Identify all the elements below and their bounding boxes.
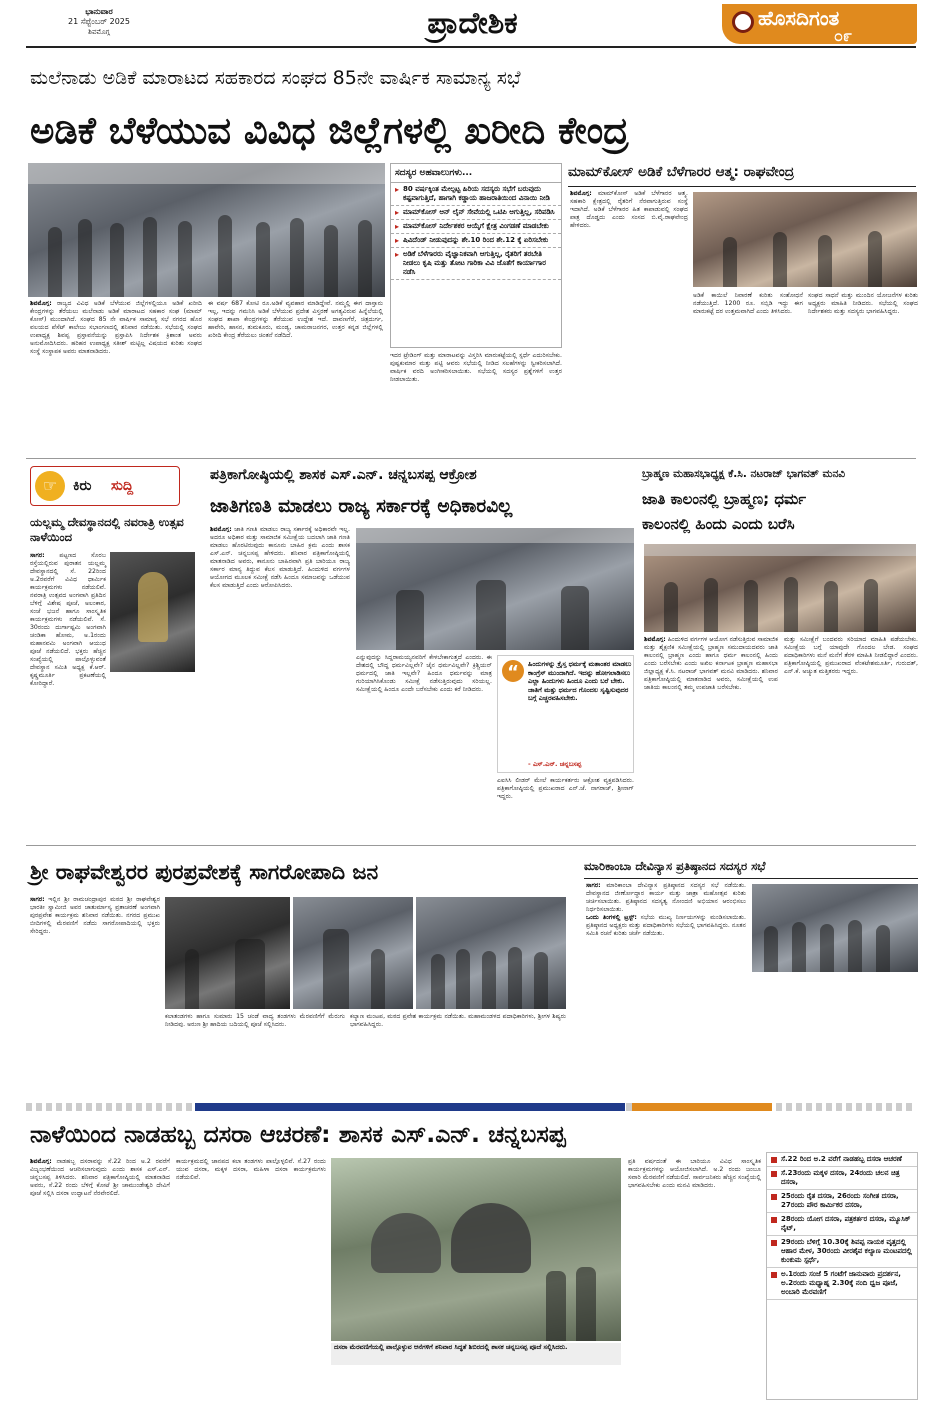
raghaveshwara-dateline: ಸಾಗರ: — [30, 896, 45, 903]
census-dateline: ಶಿವಮೊಗ್ಗ: — [210, 526, 232, 533]
brahmin-headline-1: ಜಾತಿ ಕಾಲಂನಲ್ಲಿ ಬ್ರಾಹ್ಮಣ; ಧರ್ಮ — [642, 490, 807, 508]
kirusuddi-label-a: ಕಿರು — [73, 478, 92, 494]
schedule-list — [767, 1153, 917, 1300]
raghaveshwara-body-1: ಇಲ್ಲಿನ ಶ್ರೀ ರಾಮಚಂದ್ರಾಪುರ ಮಠದ ಶ್ರೀ ರಾಘವೇಶ್ವರ ಭಾರತೀ ಸ್ವಾಮೀಜಿ ಅವರ ಚಾತುರ್ಮಾಸ್ಯ ವ್ರತಾಚರಣೆ ಅಂಗವಾಗಿ ಪುರಪ್ರವೇಶ ಕಾರ್ಯಕ್ರಮ ಶನಿವಾರ ನಡೆಯಿತು. ನಗರದ ಪ್ರಮುಖ ಬೀದಿಗಳಲ್ಲಿ ಮೆರವಣಿಗೆ ನಡೆದು ಸಾಗರೋಪಾದಿಯಲ್ಲಿ ಭಕ್ತರು ಸೇರಿದ್ದರು. — [30, 896, 161, 935]
census-kicker: ಪತ್ರಿಕಾಗೋಷ್ಠಿಯಲ್ಲಿ ಶಾಸಕ ಎಸ್.ಎನ್. ಚನ್ನಬಸಪ್ಪ ಆಕ್ರೋಶ — [210, 467, 477, 483]
header-city: ಶಿವಮೊಗ್ಗ — [88, 28, 110, 36]
header-date-block — [44, 7, 154, 41]
raghavendra-headline: ಮಾಮ್‌ಕೋಸ್ ಅಡಿಕೆ ಬೆಳೆಗಾರರ ಆತ್ಮ: ರಾಘವೇಂದ್ರ — [568, 164, 795, 180]
raghavendra-body-col1 — [570, 190, 688, 372]
dasara-elephant-photo — [331, 1158, 621, 1341]
members-list-item — [391, 234, 561, 248]
raghavendra-rule — [568, 186, 916, 187]
members-list-item-text: ಷಿವಿದೆಂಡ್ ನೀಡುವುದನ್ನು ಶೇ.10 ರಿಂದ ಶೇ.12 ಕ್ಕೆ ಏರಿಸಬೇಕು — [403, 236, 549, 244]
census-body-col2 — [356, 654, 492, 838]
brahmin-headline-2: ಕಾಲಂನಲ್ಲಿ ಹಿಂದು ಎಂದು ಬರೆಸಿ — [642, 515, 795, 533]
raghavendra-body-3: ಸಂಘದ ಸಾಧನೆ ಮತ್ತು ಮುಂದಿನ ಯೋಜನೆಗಳ ಕುರಿತು ಅಧ್ಯಕ್ಷರು ಮಾಹಿತಿ ನೀಡಿದರು. ಸಭೆಯಲ್ಲಿ ಸಂಘದ ನಿರ್ದೇಶಕರು ಮತ್ತು ಸದಸ್ಯರು ಭಾಗವಹಿಸಿದ್ದರು. — [808, 292, 918, 315]
census-photo — [356, 528, 634, 650]
members-box — [390, 163, 562, 348]
dasara-photo-caption: ದಸರಾ ಮೆರವಣಿಗೆಯಲ್ಲಿ ಪಾಲ್ಗೊಳ್ಳುವ ಆನೆಗಳಿಗೆ ಶನಿವಾರ ಸಿದ್ಧತೆ ಶಿಬಿರದಲ್ಲಿ ಶಾಸಕ ಚನ್ನಬಸಪ್ಪ ಪೂಜೆ ಸಲ್ಲಿಸಿದರು. — [331, 1343, 621, 1365]
square-bullet-icon — [771, 1217, 777, 1223]
lead-body-col2 — [208, 300, 383, 450]
census-body-2: ಎನ್ನುವುದನ್ನು ಸಿದ್ದರಾಮಯ್ಯನವರಿಗೆ ಕೇಳಬೇಕಾಗುತ್ತದೆ ಎಂದರು. ಈ ದೇಶದಲ್ಲಿ ಬೌದ್ಧ ಧರ್ಮವಿಲ್ಲವೇ? ಜೈನ ಧರ್ಮವಿಲ್ಲವೇ? ಕ್ರಿಶ್ಚಿಯನ್ ಧರ್ಮದಲ್ಲಿ ಜಾತಿ ಇಲ್ಲವೇ? ಹಿಂದೂ ಧರ್ಮವನ್ನು ಮಾತ್ರ ಗುರಿಯಾಗಿಸಿಕೊಂಡು ಸಮೀಕ್ಷೆ ನಡೆಸುತ್ತಿರುವುದು ಸರಿಯಲ್ಲ. ಸಮೀಕ್ಷೆಯಲ್ಲಿ ಹಿಂದೂ ಎಂದೇ ಬರೆಸಬೇಕು ಎಂದು ಕರೆ ನೀಡಿದರು. — [356, 654, 492, 693]
dasara-body-col1 — [30, 1158, 170, 1400]
square-bullet-icon — [771, 1194, 777, 1200]
members-list-item-text: ಮಾಮ್‌ಕೋಸ್ ಆನ್ ಲೈನ್ ಸೇವೆಯಲ್ಲಿ ಒಟಿಪಿ ಆಗುತ್ತಿಲ್ಲ, ಸರಿಪಡಿಸಿ — [403, 208, 555, 216]
marikamba-photo — [752, 884, 918, 972]
census-body-col1 — [210, 526, 350, 838]
dasara-stripe-blue — [195, 1103, 625, 1111]
raghaveshwara-body-col1 — [30, 896, 160, 1094]
raghaveshwara-photo-2 — [293, 897, 413, 1009]
dasara-body-col2 — [176, 1158, 326, 1400]
kirusuddi-dateline: ಸಾಗರ: — [30, 552, 45, 559]
dasara-body-3: ಪ್ರತಿ ವರ್ಷದಂತೆ ಈ ಬಾರಿಯೂ ವಿವಿಧ ಸಾಂಸ್ಕೃತಿಕ ಕಾರ್ಯಕ್ರಮಗಳನ್ನು ಆಯೋಜಿಸಲಾಗಿದೆ. ಅ.2 ರಂದು ಜಂಬೂ ಸವಾರಿ ಮೆರವಣಿಗೆ ನಡೆಯಲಿದೆ. ಸಾರ್ವಜನಿಕರು ಹೆಚ್ಚಿನ ಸಂಖ್ಯೆಯಲ್ಲಿ ಭಾಗವಹಿಸಬೇಕು ಎಂದು ಮನವಿ ಮಾಡಿದರು. — [628, 1158, 761, 1189]
schedule-item — [767, 1213, 917, 1236]
brahmin-body-col1 — [644, 636, 778, 838]
square-bullet-icon — [771, 1157, 777, 1163]
schedule-item-text: ಸೆ.23ರಂದು ಮಕ್ಕಳ ದಸರಾ, 24ರಂದು ಚಲನ ಚಿತ್ರ ದಸರಾ, — [781, 1169, 900, 1186]
lead-body-2: ಈ ವರ್ಷ 687 ಕೋಟಿ ರೂ.ಅಡಿಕೆ ವ್ಯವಹಾರ ಮಾಡಿದ್ದೇವೆ. ನಮ್ಮಲ್ಲಿ ಈಗ ದಾಸ್ತಾನು ಇಲ್ಲ, ಇದನ್ನು ಗಮನಿಸಿ ಅಡಿಕೆ ಬೆಳೆಯುವ ಪ್ರದೇಶ ವಿಸ್ತರಣೆ ಅಗತ್ಯವಿರುವ ಹಿನ್ನೆಲೆಯಲ್ಲಿ ಸಂಘದ ಶಾಖಾ ಕೇಂದ್ರಗಳನ್ನು ತೆರೆಯುವ ಉದ್ದೇಶ ಇದೆ. ದಾವಣಗೆರೆ, ಚಿತ್ರದುರ್ಗ, ಹಾವೇರಿ, ಹಾಸನ, ತುಮಕೂರು, ಮಂಡ್ಯ, ಚಾಮರಾಜನಗರ, ಉತ್ತರ ಕನ್ನಡ ಜಿಲ್ಲೆಗಳಲ್ಲಿ ಖರೀದಿ ಕೇಂದ್ರ ತೆರೆಯಲು ಚಿಂತನೆ ನಡೆದಿದೆ. — [208, 300, 383, 339]
kirusuddi-label-b: ಸುದ್ದಿ — [111, 478, 134, 494]
kirusuddi-body-text: ಪಟ್ಟಣದ ಸೊರಬ ರಸ್ತೆಯಲ್ಲಿರುವ ಪುರಾತನ ಯಲ್ಲಮ್ಮ ದೇವಸ್ಥಾನದಲ್ಲಿ ಸೆ. 22ರಿಂದ ಅ.2ರವರೆಗೆ ವಿವಿಧ ಧಾರ್ಮಿಕ ಕಾರ್ಯಕ್ರಮಗಳು ನಡೆಯಲಿವೆ. ನವರಾತ್ರಿ ಉತ್ಸವದ ಅಂಗವಾಗಿ ಪ್ರತಿದಿನ ಬೆಳಿಗ್ಗೆ ವಿಶೇಷ ಪೂಜೆ, ಅಲಂಕಾರ, ಸಂಜೆ ಭಜನೆ ಹಾಗೂ ಸಾಂಸ್ಕೃತಿಕ ಕಾರ್ಯಕ್ರಮಗಳು ನಡೆಯಲಿವೆ. ಸೆ. 30ರಂದು ದುರ್ಗಾಷ್ಟಮಿ ಅಂಗವಾಗಿ ಚಂಡಿಕಾ ಹೋಮ, ಅ.1ರಂದು ಮಹಾನವಮಿ ಅಂಗವಾಗಿ ಆಯುಧ ಪೂಜೆ ನಡೆಯಲಿದೆ. ಭಕ್ತರು ಹೆಚ್ಚಿನ ಸಂಖ್ಯೆಯಲ್ಲಿ ಪಾಲ್ಗೊಳ್ಳುವಂತೆ ದೇವಸ್ಥಾನ ಸಮಿತಿ ಅಧ್ಯಕ್ಷ ಕೆ.ಆರ್. ಕೃಷ್ಣಮೂರ್ತಿ ಪ್ರಕಟಣೆಯಲ್ಲಿ ಕೋರಿದ್ದಾರೆ. — [30, 552, 107, 687]
lead-photo — [28, 163, 385, 297]
schedule-item — [767, 1236, 917, 1268]
bullet-arrow-icon: ▸ — [395, 208, 400, 217]
members-box-title: ಸದಸ್ಯರ ಅಹವಾಲುಗಳು... — [391, 164, 561, 183]
brahmin-dateline: ಶಿವಮೊಗ್ಗ: — [644, 636, 666, 643]
page-number: ೦೯ — [834, 26, 852, 45]
lead-headline: ಅಡಿಕೆ ಬೆಳೆಯುವ ವಿವಿಧ ಜಿಲ್ಲೆಗಳಲ್ಲಿ ಖರೀದಿ ಕೇಂದ್ರ — [30, 109, 629, 152]
bullet-arrow-icon: ▸ — [395, 236, 400, 245]
lead-dateline: ಶಿವಮೊಗ್ಗ: — [30, 300, 52, 307]
raghaveshwara-photo-3 — [416, 897, 566, 1009]
raghaveshwara-headline: ಶ್ರೀ ರಾಘವೇಶ್ವರರ ಪುರಪ್ರವೇಶಕ್ಕೆ ಸಾಗರೋಪಾದಿ ಜನ — [30, 860, 379, 884]
dasara-stripe-orange — [632, 1103, 772, 1111]
dasara-body-col3 — [628, 1158, 761, 1400]
section-title: ಪ್ರಾದೇಶಿಕ — [427, 6, 518, 41]
row1-divider — [26, 458, 916, 459]
schedule-item — [767, 1153, 917, 1167]
schedule-item-text: 25ರಂದು ರೈತ ದಸರಾ, 26ರಂದು ಸಂಗೀತ ದಸರಾ, 27ರಂದು ಪೌರ ಕಾರ್ಮಿಕರ ದಸರಾ, — [781, 1192, 899, 1209]
bullet-arrow-icon: ▸ — [395, 250, 400, 259]
census-quote-box — [497, 655, 634, 773]
marikamba-rule — [584, 878, 918, 879]
hand-pointer-icon: ☞ — [35, 471, 65, 501]
lead-body-1: ರಾಜ್ಯದ ವಿವಿಧ ಅಡಿಕೆ ಬೆಳೆಯುವ ಜಿಲ್ಲೆಗಳಲ್ಲಿಯೂ ಅಡಿಕೆ ಖರೀದಿ ಕೇಂದ್ರಗಳನ್ನು ತೆರೆಯಲು ಮಲೆನಾಡು ಅಡಿಕೆ ಮಾರಾಟದ ಸಹಕಾರ ಸಂಘ (ಮಾಮ್ ಕೋಸ್) ಮುಂದಾಗಿದೆ. ಸಂಘದ 85 ನೇ ವಾರ್ಷಿಕ ಸಾಮಾನ್ಯ ಸಭೆ ನಗರದ ಹೊರ ವಲಯದ ಪೆಸೆಟ್ ಕಾಲೇಜು ಸಭಾಂಗಣದಲ್ಲಿ ಶನಿವಾರ ನಡೆಯಿತು. ಸಭೆಯಲ್ಲಿ ಸಂಘದ ಉಪಾಧ್ಯಕ್ಷ ಶಿವಪ್ಪ ಪ್ರಸ್ತಾವನೆಯನ್ನು ಪ್ರಸ್ತಾಪಿಸಿ ನಿರ್ದೇಶಕ ಕ್ರಿಶಾಂತ ಅವರು ಅನುಮೋದಿಸಿದರು. ಹರಿಹರ ಉಪಾಧ್ಯಕ್ಷ ಸತೀಶ್ ಮಟ್ಟಿಲ್ಲ ವಿಷಯದ ಕುರಿತು ಸಂಘದ ಸಂಸ್ಥೆ ಸಂಸ್ಥಾಪಕ ಅವರು ಮಾತನಾಡಿದರು. — [30, 300, 203, 355]
logo-emblem-icon — [732, 11, 754, 33]
marikamba-dateline: ಸಾಗರ: — [586, 882, 601, 889]
raghaveshwara-photo-1 — [165, 897, 290, 1009]
brahmin-kicker: ಬ್ರಾಹ್ಮಣ ಮಹಾಸಭಾಧ್ಯಕ್ಷ ಕೆ.ಸಿ. ನಟರಾಜ್ ಭಾಗವತ್ ಮನವಿ — [642, 468, 846, 480]
row2-divider — [26, 845, 916, 846]
raghaveshwara-body-col3 — [350, 1013, 566, 1094]
raghavendra-photo — [693, 192, 917, 287]
header-day: ಭಾನುವಾರ — [85, 7, 113, 16]
header-rule — [26, 46, 916, 48]
dasara-headline: ನಾಳೆಯಿಂದ ನಾಡಹಬ್ಬ ದಸರಾ ಆಚರಣೆ: ಶಾಸಕ ಎಸ್.ಎನ್. ಚನ್ನಬಸಪ್ಪ — [30, 1120, 566, 1148]
members-list-item-text: 80 ವರ್ಷಕ್ಕಿಂತ ಮೇಲ್ಪಟ್ಟ ಹಿರಿಯ ಸದಸ್ಯರು ಸಭೆಗೆ ಬರುವುದು ಕಷ್ಟವಾಗುತ್ತಿದೆ, ಹಾಗಾಗಿ ಕಡ್ಡಾಯ ಹಾಜರಾತಿಯಿಂದ ವಿನಾಯಿ ನೀಡಿ — [403, 185, 550, 202]
raghaveshwara-body-col2 — [165, 1013, 345, 1094]
census-quote-author: - ಎಸ್.ಎನ್. ಚನ್ನಬಸಪ್ಪ — [528, 760, 582, 768]
members-list-item — [391, 206, 561, 220]
schedule-item-text: 28ರಂದು ಯೋಗ ದಸರಾ, ಪತ್ರಕರ್ತರ ದಸರಾ, ಮ್ಯೂಸಿಕ್ ನೈಟ್, — [781, 1215, 911, 1232]
dasara-body-2: ಕಾರ್ಯಕ್ರಮದಲ್ಲಿ ಜಾನಪದ ಕಲಾ ತಂಡಗಳು ಪಾಲ್ಗೊಳ್ಳಲಿವೆ. ಸೆ.27 ರಂದು ಯುವ ದಸರಾ, ಮಕ್ಕಳ ದಸರಾ, ಮಹಿಳಾ ದಸರಾ ಕಾರ್ಯಕ್ರಮಗಳು ನಡೆಯಲಿವೆ. — [176, 1158, 326, 1181]
census-body-1: ಜಾತಿ ಗಣತಿ ಮಾಡಲು ರಾಜ್ಯ ಸರ್ಕಾರಕ್ಕೆ ಅಧಿಕಾರವೇ ಇಲ್ಲ. ಅದರೂ ಅಧಿಕಾರ ಮತ್ತು ಸಾಮಾಜಿಕ ಸಮೀಕ್ಷೆಯ ಬದಲಾಗಿ ಜಾತಿ ಗಣತಿ ಮಾಡಲು ಹೊರಟಿರುವುದು ಕಾನೂನು ಬಾಹಿರ ಕ್ರಮ ಎಂದು ಶಾಸಕ ಎಸ್.ಎನ್. ಚನ್ನಬಸಪ್ಪ ಹೇಳಿದರು. ಶನಿವಾರ ಪತ್ರಿಕಾಗೋಷ್ಠಿಯಲ್ಲಿ ಮಾತನಾಡಿದ ಅವರು, ಕಾನೂನು ಬಾಹಿರವಾಗಿ ಪ್ರತಿ ಬಾರಿಯೂ ರಾಜ್ಯ ಸರ್ಕಾರ ಮಾನ್ಯ ತಿದ್ದುವ ಕೆಲಸ ಮಾಡುತ್ತಿದೆ. ಹಿಂದುಳಿದ ವರ್ಗಗಳ ಆಯೋಗದ ಮೂಲಕ ಸಮೀಕ್ಷೆ ನಡೆಸಿ ಹಿಂದೂ ಸಮಾಜವನ್ನು ಒಡೆಯುವ ಕೆಲಸ ಮಾಡುತ್ತಿದೆ ಎಂದು ಆರೋಪಿಸಿದರು. — [210, 526, 351, 589]
kirusuddi-body — [30, 552, 107, 687]
quote-mark-icon: “ — [502, 660, 524, 682]
kirusuddi-photo — [110, 552, 195, 672]
raghavendra-body-2: ಅಡಿಕೆ ಕಾಯಿಲೆ ನಿವಾರಣೆ ಕುರಿತು ಸಂಶೋಧನೆ ನಡೆಯುತ್ತಿದೆ. 1200 ರೂ. ಸಬ್ಸಿಡಿ ಇದ್ದು ಈಗ ಮಾರುಕಟ್ಟೆ ದರ ಉತ್ತಮವಾಗಿದೆ ಎಂದು ತಿಳಿಸಿದರು. — [693, 292, 803, 315]
dasara-schedule — [766, 1152, 918, 1400]
brahmin-body-2: ಮತ್ತು ಸಮೀಕ್ಷೆಗೆ ಬಂದವರು ಸರಿಯಾದ ಮಾಹಿತಿ ಪಡೆಯಬೇಕು. ಸಮೀಕ್ಷೆಯ ಬಗ್ಗೆ ಯಾವುದೇ ಗೊಂದಲ ಬೇಡ. ಸಂಘದ ಪದಾಧಿಕಾರಿಗಳು ಮನೆ ಮನೆಗೆ ತೆರಳಿ ಮಾಹಿತಿ ನೀಡಲಿದ್ದಾರೆ ಎಂದರು. ಪತ್ರಿಕಾಗೋಷ್ಠಿಯಲ್ಲಿ ಪ್ರಮುಖರಾದ ವೆಂಕಟೇಶಮೂರ್ತಿ, ಗುರುದತ್, ಎನ್.ಕೆ. ಅಚ್ಯುತ ಮತ್ತಿತರರು ಇದ್ದರು. — [784, 636, 918, 675]
marikamba-body-2: ಸಭೆಯ ಮುಖ್ಯ ನಿರ್ಣಯಗಳನ್ನು ಮಂಡಿಸಲಾಯಿತು. ಪ್ರತಿಷ್ಠಾನದ ಅಧ್ಯಕ್ಷರು ಮತ್ತು ಪದಾಧಿಕಾರಿಗಳು ಸಭೆಯಲ್ಲಿ ಭಾಗವಹಿಸಿದ್ದರು. ನೂತನ ಸಮಿತಿ ರಚನೆ ಕುರಿತು ಚರ್ಚೆ ನಡೆಯಿತು. — [586, 914, 746, 937]
marikamba-body-col2 — [752, 976, 918, 1094]
members-list-item-text: ಅಡಿಕೆ ಬೆಳೆಗಾರರು ವೈಜ್ಞಾನಿಕವಾಗಿ ಆಗುತ್ತಿಲ್ಲ, ರೈತರಿಗೆ ತರಬೇತಿ ನೀಡಲು ಕೃಷಿ ಮತ್ತು ತೋಟ ಗಾರಿಕಾ ವಿವಿ ಜೊತೆಗೆ ಕಾರ್ಯಾಗಾರ ನಡೆಸಿ — [403, 250, 546, 276]
schedule-item-text: ಸೆ.22 ರಿಂದ ಅ.2 ವರೆಗೆ ನಾಡಹಬ್ಬ ದಸರಾ ಆಚರಣೆ — [781, 1155, 902, 1163]
dasara-body-1: ನಾಡಹಬ್ಬ ದಸರಾವನ್ನು ಸೆ.22 ರಿಂದ ಅ.2 ರವರೆಗೆ ವಿಜೃಂಭಣೆಯಿಂದ ಆಚರಿಸಲಾಗುವುದು ಎಂದು ಶಾಸಕ ಎಸ್.ಎನ್. ಚನ್ನಬಸಪ್ಪ ತಿಳಿಸಿದರು. ಶನಿವಾರ ಪತ್ರಿಕಾಗೋಷ್ಠಿಯಲ್ಲಿ ಮಾತನಾಡಿದ ಅವರು, ಸೆ.22 ರಂದು ಬೆಳಿಗ್ಗೆ ಕೋಟೆ ಶ್ರೀ ಚಾಮುಂಡೇಶ್ವರಿ ದೇವಿಗೆ ಪೂಜೆ ಸಲ್ಲಿಸಿ ದಸರಾ ಉದ್ಘಾಟನೆ ನೆರವೇರಲಿದೆ. — [30, 1158, 170, 1197]
masthead-logo — [722, 4, 917, 44]
raghavendra-body-col2 — [693, 292, 803, 372]
schedule-item — [767, 1190, 917, 1213]
kirusuddi-label — [30, 466, 180, 506]
paper-name: ಹೊಸದಿಗಂತ — [758, 6, 840, 30]
census-body-3: ಎಐಸಿಸಿ ಲೀಡರ್ ಮೇಲೆ ಕಾರ್ಯಕರ್ತರು ಆಕ್ರೋಶ ವ್ಯಕ್ತಪಡಿಸಿದರು. ಪತ್ರಿಕಾಗೋಷ್ಠಿಯಲ್ಲಿ ಪ್ರಮುಖರಾದ ಎನ್.ಜೆ. ನಾಗರಾಜ್, ಶ್ರೀನಾಗ್ ಇದ್ದರು. — [497, 777, 634, 800]
census-headline: ಜಾತಿಗಣತಿ ಮಾಡಲು ರಾಜ್ಯ ಸರ್ಕಾರಕ್ಕೆ ಅಧಿಕಾರವಿಲ್ಲ — [210, 496, 513, 517]
kirusuddi-body-cont — [30, 676, 200, 838]
census-quote: ಹಿಂದುಗಳನ್ನು ಕ್ರೈಸ್ತ ಧರ್ಮಕ್ಕೆ ಮತಾಂತರ ಮಾಡಲು ಕಾಂಗ್ರೆಸ್ ಮುಂದಾಗಿದೆ. ಇದನ್ನು ಹೋಗಲಾಡಿಸಲು ಎಲ್ಲಾ ಹಿಂದುಗಳು ಹಿಂದೂ ಎಂದು ಬರೆ ಬೇಕು. ಜಾತಿಗೆ ಮತ್ತು ಧರ್ಮದ ಗೊಂದಲ ಸೃಷ್ಟಿಸುವುದರ ಬಗ್ಗೆ ಎಚ್ಚರವಹಿಸಬೇಕು. — [528, 660, 632, 702]
marikamba-body-1: ಮಾರಿಕಾಂಬಾ ದೇವಿನ್ಯಾಸ ಪ್ರತಿಷ್ಠಾನದ ಸದಸ್ಯರ ಸಭೆ ನಡೆಯಿತು. ದೇವಸ್ಥಾನದ ಜೀರ್ಣೋದ್ಧಾರ ಕಾರ್ಯ ಮತ್ತು ಜಾತ್ರಾ ಮಹೋತ್ಸವ ಕುರಿತು ಚರ್ಚಿಸಲಾಯಿತು. ಪ್ರತಿಷ್ಠಾನದ ಸದಸ್ಯತ್ವ ನೋಂದಣಿ ಅಭಿಯಾನ ಆರಂಭಿಸಲು ನಿರ್ಧರಿಸಲಾಯಿತು. — [586, 882, 746, 913]
members-box-body — [390, 352, 562, 450]
brahmin-body-1: ಹಿಂದುಳಿದ ವರ್ಗಗಳ ಆಯೋಗ ನಡೆಸುತ್ತಿರುವ ಸಾಮಾಜಿಕ ಮತ್ತು ಶೈಕ್ಷಣಿಕ ಸಮೀಕ್ಷೆಯಲ್ಲಿ ಬ್ರಾಹ್ಮಣ ಸಮುದಾಯದವರು ಜಾತಿ ಕಾಲಂನಲ್ಲಿ ಬ್ರಾಹ್ಮಣ ಎಂದು ಹಾಗೂ ಧರ್ಮ ಕಾಲಂನಲ್ಲಿ ಹಿಂದು ಎಂದು ಬರೆಸಬೇಕು ಎಂದು ಅಖಿಲ ಕರ್ನಾಟಕ ಬ್ರಾಹ್ಮಣ ಮಹಾಸಭಾ ಜಿಲ್ಲಾಧ್ಯಕ್ಷ ಕೆ.ಸಿ. ನಟರಾಜ್ ಭಾಗವತ್ ಮನವಿ ಮಾಡಿದರು. ಶನಿವಾರ ಪತ್ರಿಕಾಗೋಷ್ಠಿಯಲ್ಲಿ ಮಾತನಾಡಿದ ಅವರು, ಸಮೀಕ್ಷೆಯಲ್ಲಿ ಉಪ ಜಾತಿಯ ಕಾಲಂನಲ್ಲಿ ತಮ್ಮ ಉಪಜಾತಿ ಬರೆಸಬೇಕು. — [644, 636, 779, 691]
members-body-text: ಇದರ ಟ್ರೇಡಿಂಗ್ ಮತ್ತು ಮಾರಾಟವನ್ನು ವಿಸ್ತರಿಸಿ ಮಾರುಕಟ್ಟೆಯಲ್ಲಿ ಸ್ಪರ್ಧೆ ಎದುರಿಸಬೇಕು. ಪುಷ್ಪಕುಮಾರ ಮತ್ತು ಪಟ್ಟಿ ಆವರು ಸಭೆಯಲ್ಲಿ ನೀಡಿದ ಸಲಹೆಗಳನ್ನು ಸ್ವೀಕರಿಸಲಾಗಿದೆ. ವಾರ್ಷಿಕ ವರದಿ ಅಂಗೀಕರಿಸಲಾಯಿತು. ಸಭೆಯಲ್ಲಿ ಸದಸ್ಯರ ಪ್ರಶ್ನೆಗಳಿಗೆ ಉತ್ತರ ನೀಡಲಾಯಿತು. — [390, 352, 562, 383]
brahmin-body-col2 — [784, 636, 918, 838]
raghaveshwara-body-3: ಕಲ್ಯಾಣ ಮಂಟಪ, ಮಠದ ಪ್ರವೇಶ ಕಾರ್ಯಕ್ರಮ ನಡೆಯಿತು. ಮಹಾಮಂಡಳದ ಪದಾಧಿಕಾರಿಗಳು, ಶ್ರೀಗಳ ಶಿಷ್ಯರು ಭಾಗವಹಿಸಿದ್ದರು. — [350, 1013, 566, 1028]
schedule-item-text: 29ರಂದು ಬೆಳಿಗ್ಗೆ 10.30ಕ್ಕೆ ಶಿವಪ್ಪ ನಾಯಕ ವೃತ್ತದಲ್ಲಿ ಆಹಾರ ಮೇಳ, 30ರಂದು ವೀರಶೈವ ಕಲ್ಯಾಣ ಮಂಟಪದಲ್ಲಿ ಕುಂಕುಮ ಸ್ಪರ್ಧೆ, — [781, 1238, 912, 1264]
raghavendra-body-col3 — [808, 292, 918, 450]
members-list-item — [391, 183, 561, 206]
members-list-item-text: ಮಾಮ್‌ಕೋಸ್ ನಿರ್ದೇಶಕರ ಆಯ್ಕೆಗೆ ಕ್ಷೇತ್ರ ವಿಂಗಡಣೆ ಮಾಡಬೇಕು — [403, 222, 549, 230]
marikamba-headline: ಮಾರಿಕಾಂಬಾ ದೇವಿನ್ಯಾಸ ಪ್ರತಿಷ್ಠಾನದ ಸದಸ್ಯರ ಸಭೆ — [584, 859, 766, 873]
brahmin-photo — [644, 544, 916, 632]
raghavendra-dateline: ಶಿವಮೊಗ್ಗ: — [570, 190, 592, 197]
square-bullet-icon — [771, 1272, 777, 1278]
square-bullet-icon — [771, 1240, 777, 1246]
raghavendra-body-1: ಮಾಮ್‌ಕೋಸ್ ಅಡಿಕೆ ಬೆಳೆಗಾರರ ಆತ್ಮ. ಸಹಕಾರಿ ಕ್ಷೇತ್ರದಲ್ಲಿ ರೈತರಿಗೆ ನೆರವಾಗುತ್ತಿರುವ ಸಂಸ್ಥೆ ಇದಾಗಿದೆ. ಅಡಿಕೆ ಬೆಳೆಗಾರರ ಹಿತ ಕಾಪಾಡುವಲ್ಲಿ ಸಂಘದ ಪಾತ್ರ ದೊಡ್ಡದು ಎಂದು ಸಂಸದ ಬಿ.ವೈ.ರಾಘವೇಂದ್ರ ಹೇಳಿದರು. — [570, 190, 688, 229]
members-list-item — [391, 220, 561, 234]
lead-kicker: ಮಲೆನಾಡು ಅಡಿಕೆ ಮಾರಾಟದ ಸಹಕಾರದ ಸಂಘದ 85ನೇ ವಾರ್ಷಿಕ ಸಾಮಾನ್ಯ ಸಭೆ — [30, 67, 521, 89]
bullet-arrow-icon: ▸ — [395, 185, 400, 194]
marikamba-body-col1 — [586, 882, 746, 1094]
dasara-dateline: ಶಿವಮೊಗ್ಗ: — [30, 1158, 52, 1165]
schedule-item-text: ಅ.1ರಂದು ಸಂಜೆ 5 ಗಂಟೆಗೆ ಜಾನುವಾರು ಪ್ರದರ್ಶನ, ಅ.2ರಂದು ಮಧ್ಯಾಹ್ನ 2.30ಕ್ಕೆ ನಂದಿ ಧ್ವಜ ಪೂಜೆ, ಅಂಬಾರಿ ಮೆರವಣಿಗೆ — [781, 1270, 901, 1296]
raghaveshwara-body-2: ಕಲಾತಂಡಗಳು ಹಾಗೂ ಸುಮಾರು 15 ಚಂಡೆ ವಾದ್ಯ ತಂಡಗಳು ಮೆರವಣಿಗೆಗೆ ಮೆರುಗು ನೀಡಿದವು. ಅರುಣ ಶ್ರೀ ಹಾದಿಯ ಬದಿಯಲ್ಲಿ ಪೂಜೆ ಸಲ್ಲಿಸಿದರು. — [165, 1013, 345, 1028]
bullet-arrow-icon: ▸ — [395, 222, 400, 231]
lead-body-col1 — [30, 300, 202, 450]
square-bullet-icon — [771, 1171, 777, 1177]
schedule-item — [767, 1167, 917, 1190]
members-list — [391, 183, 561, 280]
header-date: 21 ಸೆಪ್ಟೆಂಬರ್ 2025 — [67, 17, 130, 26]
kirusuddi-headline: ಯಲ್ಲಮ್ಮ ದೇವಸ್ಥಾನದಲ್ಲಿ ನವರಾತ್ರಿ ಉತ್ಸವ ನಾಳೆಯಿಂದ — [30, 515, 184, 544]
members-list-item — [391, 248, 561, 280]
census-body-col3 — [497, 777, 634, 838]
marikamba-subhead: ಒಂದು ತಿಂಗಳಲ್ಲಿ ಟ್ರಸ್ಟ್: — [586, 914, 637, 921]
schedule-item — [767, 1268, 917, 1300]
